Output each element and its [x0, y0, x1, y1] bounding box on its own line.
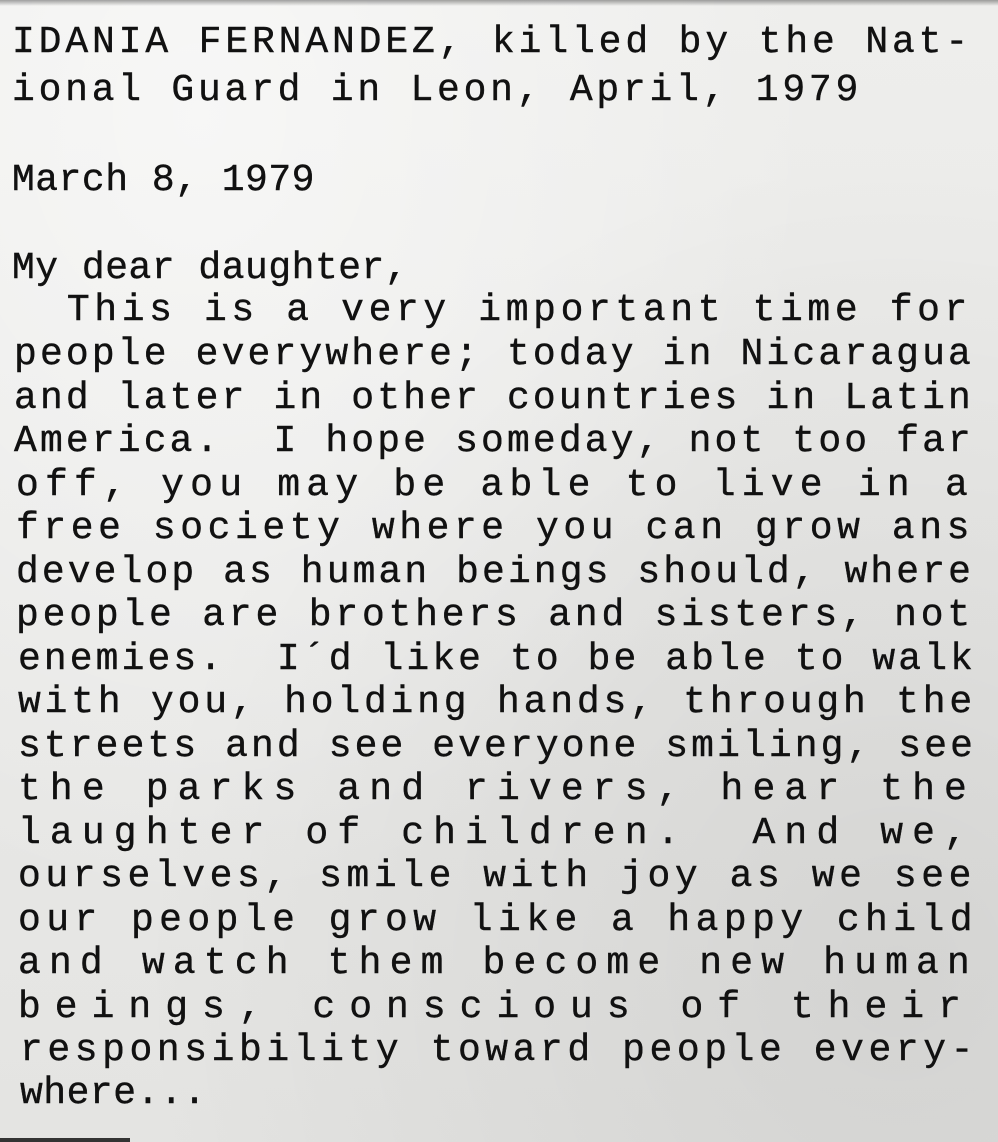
body-line: our people grow like a happy child [18, 899, 978, 942]
body-line: This is a very important time for [12, 289, 972, 332]
body-line: the parks and rivers, hear the [18, 768, 976, 811]
body-line: responsibility toward people every- [20, 1029, 978, 1072]
heading-line-2: ional Guard in Leon, April, 1979 [12, 69, 862, 112]
body-line: streets and see everyone smiling, see [18, 725, 976, 768]
letter-salutation: My dear daughter, [12, 247, 409, 290]
body-line: off, you may be able to live in a [16, 464, 974, 507]
body-line: and watch them become new human [18, 942, 978, 985]
paper-bottom-edge [0, 1138, 130, 1142]
body-line: with you, holding hands, through the [18, 681, 976, 724]
body-line: people are brothers and sisters, not [16, 594, 974, 637]
paper-top-shadow [0, 0, 998, 6]
letter-date: March 8, 1979 [12, 159, 315, 202]
body-line: America. I hope someday, not too far [14, 420, 974, 463]
heading-line-1: IDANIA FERNANDEZ, killed by the Nat- [12, 21, 972, 64]
body-line: develop as human beings should, where [16, 551, 974, 594]
body-line: ourselves, smile with joy as we see [18, 855, 976, 898]
body-line: and later in other countries in Latin [14, 377, 974, 420]
body-line: free society where you can grow ans [16, 507, 974, 550]
body-line: laughter of children. And we, [18, 812, 976, 855]
body-line: beings, conscious of their [18, 986, 975, 1029]
body-line: enemies. I´d like to be able to walk [18, 638, 976, 681]
body-line: people everywhere; today in Nicaragua [14, 333, 974, 376]
body-line: where... [20, 1072, 207, 1115]
